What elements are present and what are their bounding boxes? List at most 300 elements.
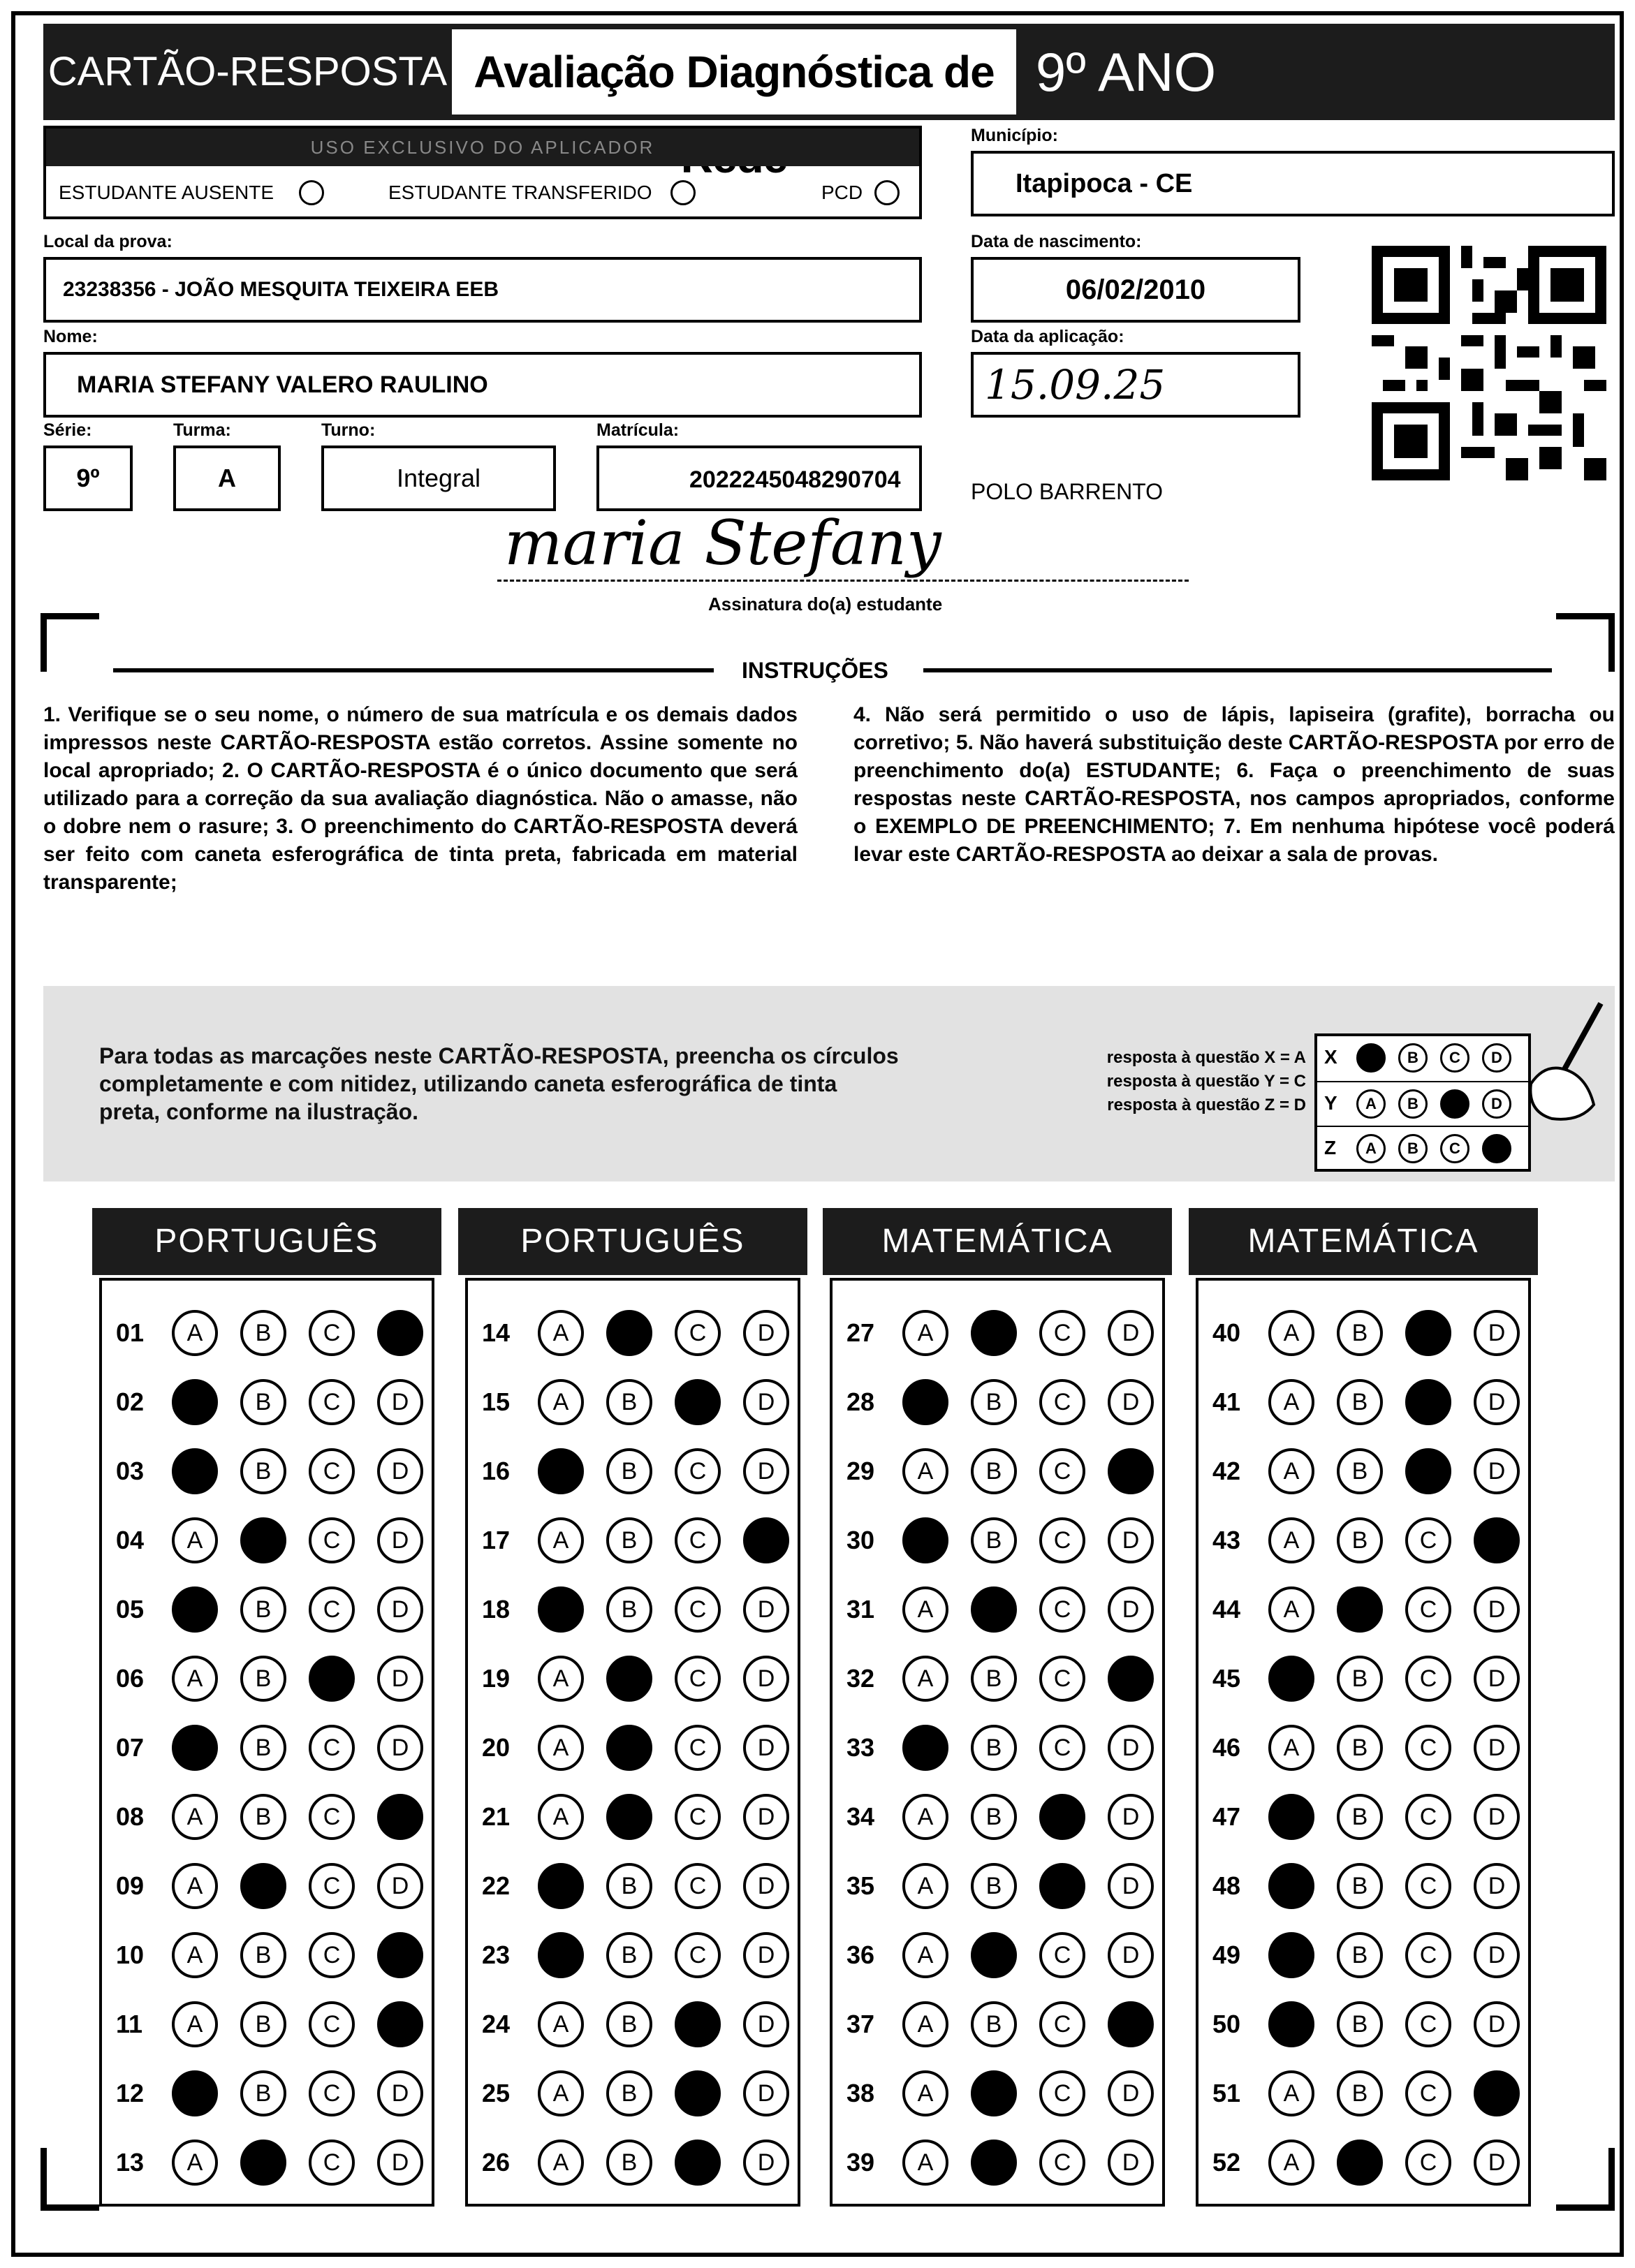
answer-bubble-d[interactable]: D (743, 1379, 789, 1425)
answer-bubble-a[interactable]: A (172, 1656, 218, 1702)
answer-bubble-a[interactable]: A (172, 1863, 218, 1909)
answer-bubble-b[interactable]: B (971, 2070, 1017, 2116)
answer-bubble-c[interactable]: C (1039, 1379, 1085, 1425)
question-row (102, 1857, 432, 1913)
answer-bubble-b[interactable]: B (1337, 1932, 1383, 1978)
student-signature: maria Stefany (504, 507, 941, 579)
answer-bubble-a[interactable]: A (902, 2070, 948, 2116)
answer-bubble-a[interactable]: A (538, 1379, 584, 1425)
answer-bubble-d[interactable]: D (1474, 1448, 1520, 1494)
answer-bubble-c[interactable]: C (675, 1863, 721, 1909)
answer-bubble-d[interactable]: D (377, 1448, 423, 1494)
signature-label: Assinatura do(a) estudante (708, 594, 943, 614)
question-row (1198, 2134, 1528, 2190)
question-row (833, 1581, 1162, 1637)
answer-bubble-d[interactable]: D (743, 2070, 789, 2116)
answer-bubble-b[interactable]: B (1337, 2140, 1383, 2186)
answer-bubble-b[interactable]: B (606, 1932, 652, 1978)
example-legend-z: resposta à questão Z = D (1107, 1096, 1306, 1114)
question-row (468, 2134, 798, 2190)
answer-bubble-b[interactable]: B (240, 1863, 286, 1909)
answer-bubble-d[interactable]: D (1474, 1725, 1520, 1771)
answer-bubble-b[interactable]: B (971, 2001, 1017, 2047)
question-number: 42 (1212, 1457, 1241, 1485)
answer-bubble-b[interactable]: B (240, 1310, 286, 1356)
answer-bubble-d[interactable]: D (377, 1379, 423, 1425)
answer-bubble-a[interactable]: A (172, 1517, 218, 1563)
question-number: 17 (482, 1526, 511, 1554)
answer-bubble-a[interactable]: A (172, 1379, 218, 1425)
answer-bubble-d[interactable]: D (743, 1863, 789, 1909)
question-row (102, 1719, 432, 1775)
answer-bubble-a[interactable]: A (902, 2001, 948, 2047)
answer-bubble-b[interactable]: B (240, 1932, 286, 1978)
answer-bubble-a[interactable]: A (172, 1448, 218, 1494)
answer-bubble-b[interactable]: B (1337, 1379, 1383, 1425)
answer-bubble-b[interactable]: B (240, 2070, 286, 2116)
question-row (468, 1512, 798, 1568)
example-row-label: Z (1324, 1137, 1337, 1158)
example-bubble-d: D (1482, 1134, 1511, 1163)
question-row (833, 2065, 1162, 2121)
answer-bubble-d[interactable]: D (1108, 2001, 1154, 2047)
answer-bubble-c[interactable]: C (309, 2140, 355, 2186)
answer-bubble-c[interactable]: C (1405, 1379, 1451, 1425)
column-title-3: MATEMÁTICA (823, 1208, 1172, 1275)
answer-column-1 (99, 1278, 434, 2207)
answer-bubble-b[interactable]: B (971, 1863, 1017, 1909)
answer-bubble-a[interactable]: A (172, 1725, 218, 1771)
matricula-value: 2022245048290704 (689, 466, 901, 493)
answer-bubble-d[interactable]: D (377, 1656, 423, 1702)
answer-bubble-a[interactable]: A (172, 1794, 218, 1840)
question-row (1198, 1374, 1528, 1429)
birthdate-label: Data de nascimento: (971, 232, 1142, 251)
question-row (1198, 1788, 1528, 1844)
answer-column-4 (1196, 1278, 1531, 2207)
answer-bubble-c[interactable]: C (675, 1794, 721, 1840)
answer-bubble-d[interactable]: D (1108, 1932, 1154, 1978)
transferred-radio[interactable] (670, 180, 696, 205)
answer-bubble-a[interactable]: A (902, 1656, 948, 1702)
answer-bubble-a[interactable]: A (902, 1517, 948, 1563)
answer-bubble-c[interactable]: C (309, 1517, 355, 1563)
answer-bubble-d[interactable]: D (743, 1725, 789, 1771)
answer-bubble-b[interactable]: B (606, 1725, 652, 1771)
answer-bubble-d[interactable]: D (377, 1586, 423, 1633)
answer-bubble-a[interactable]: A (902, 1863, 948, 1909)
answer-bubble-a[interactable]: A (1268, 1794, 1314, 1840)
answer-bubble-a[interactable]: A (538, 2001, 584, 2047)
answer-bubble-c[interactable]: C (309, 1656, 355, 1702)
answer-bubble-b[interactable]: B (971, 1794, 1017, 1840)
example-row (1317, 1036, 1528, 1081)
answer-bubble-c[interactable]: C (1039, 1656, 1085, 1702)
answer-bubble-d[interactable]: D (743, 2140, 789, 2186)
answer-bubble-c[interactable]: C (309, 1794, 355, 1840)
answer-bubble-c[interactable]: C (1405, 2001, 1451, 2047)
column-title-4: MATEMÁTICA (1189, 1208, 1538, 1275)
answer-bubble-c[interactable]: C (1039, 1310, 1085, 1356)
answer-bubble-a[interactable]: A (538, 2140, 584, 2186)
answer-bubble-d[interactable]: D (1108, 1794, 1154, 1840)
answer-bubble-d[interactable]: D (743, 1932, 789, 1978)
applicator-title: USO EXCLUSIVO DO APLICADOR (46, 128, 919, 166)
answer-bubble-a[interactable]: A (538, 1586, 584, 1633)
answer-bubble-d[interactable]: D (1108, 1448, 1154, 1494)
answer-bubble-a[interactable]: A (538, 1863, 584, 1909)
answer-bubble-d[interactable]: D (1108, 1310, 1154, 1356)
answer-bubble-b[interactable]: B (1337, 1656, 1383, 1702)
answer-bubble-a[interactable]: A (538, 1794, 584, 1840)
question-number: 24 (482, 2010, 511, 2038)
answer-bubble-b[interactable]: B (240, 1448, 286, 1494)
answer-bubble-d[interactable]: D (377, 1725, 423, 1771)
answer-bubble-c[interactable]: C (1405, 1448, 1451, 1494)
answer-bubble-b[interactable]: B (606, 1863, 652, 1909)
answer-bubble-c[interactable]: C (309, 2001, 355, 2047)
question-row (102, 2134, 432, 2190)
answer-bubble-d[interactable]: D (743, 1656, 789, 1702)
question-row (468, 1788, 798, 1844)
answer-bubble-d[interactable]: D (1474, 2001, 1520, 2047)
answer-bubble-a[interactable]: A (538, 1448, 584, 1494)
answer-bubble-d[interactable]: D (743, 1448, 789, 1494)
answer-bubble-d[interactable]: D (1108, 1517, 1154, 1563)
answer-bubble-b[interactable]: B (1337, 1863, 1383, 1909)
answer-bubble-b[interactable]: B (1337, 1448, 1383, 1494)
answer-bubble-a[interactable]: A (172, 2070, 218, 2116)
answer-bubble-b[interactable]: B (971, 1656, 1017, 1702)
example-legend-y: resposta à questão Y = C (1106, 1072, 1306, 1091)
answer-bubble-d[interactable]: D (1108, 1379, 1154, 1425)
answer-bubble-b[interactable]: B (971, 1725, 1017, 1771)
answer-bubble-b[interactable]: B (971, 1932, 1017, 1978)
corner-mark-top-right (1556, 613, 1615, 672)
answer-bubble-a[interactable]: A (172, 1586, 218, 1633)
answer-bubble-c[interactable]: C (309, 2070, 355, 2116)
answer-bubble-c[interactable]: C (1039, 1517, 1085, 1563)
answer-bubble-b[interactable]: B (240, 2140, 286, 2186)
answer-bubble-c[interactable]: C (1039, 1586, 1085, 1633)
answer-bubble-d[interactable]: D (743, 1586, 789, 1633)
answer-bubble-c[interactable]: C (1405, 1310, 1451, 1356)
example-row (1317, 1126, 1528, 1170)
answer-bubble-a[interactable]: A (1268, 1448, 1314, 1494)
question-number: 30 (846, 1526, 875, 1554)
answer-bubble-d[interactable]: D (1108, 1656, 1154, 1702)
question-number: 09 (116, 1871, 145, 1900)
question-number: 27 (846, 1318, 875, 1347)
answer-bubble-b[interactable]: B (1337, 1794, 1383, 1840)
answer-bubble-c[interactable]: C (675, 2001, 721, 2047)
answer-bubble-c[interactable]: C (675, 1656, 721, 1702)
answer-bubble-a[interactable]: A (1268, 2140, 1314, 2186)
answer-bubble-c[interactable]: C (1405, 1863, 1451, 1909)
answer-bubble-b[interactable]: B (240, 1586, 286, 1633)
question-number: 20 (482, 1733, 511, 1762)
answer-bubble-b[interactable]: B (1337, 1517, 1383, 1563)
example-bubble-a: A (1356, 1043, 1386, 1073)
answer-bubble-d[interactable]: D (1108, 2070, 1154, 2116)
answer-bubble-b[interactable]: B (240, 1656, 286, 1702)
answer-bubble-b[interactable]: B (606, 2001, 652, 2047)
answer-bubble-d[interactable]: D (377, 2070, 423, 2116)
answer-bubble-c[interactable]: C (1405, 2070, 1451, 2116)
answer-bubble-a[interactable]: A (902, 1932, 948, 1978)
answer-bubble-d[interactable]: D (1474, 1656, 1520, 1702)
answer-bubble-a[interactable]: A (902, 1725, 948, 1771)
question-number: 07 (116, 1733, 145, 1762)
question-row (468, 1996, 798, 2052)
question-number: 34 (846, 1802, 875, 1831)
answer-bubble-d[interactable]: D (1108, 1725, 1154, 1771)
answer-bubble-d[interactable]: D (743, 2001, 789, 2047)
answer-bubble-c[interactable]: C (675, 1379, 721, 1425)
pcd-radio[interactable] (874, 180, 900, 205)
birthdate-field: 06/02/2010 (971, 257, 1300, 323)
answer-bubble-c[interactable]: C (1405, 1586, 1451, 1633)
answer-bubble-c[interactable]: C (1039, 1863, 1085, 1909)
question-number: 06 (116, 1664, 145, 1693)
question-row (1198, 1719, 1528, 1775)
answer-bubble-c[interactable]: C (309, 1863, 355, 1909)
answer-bubble-d[interactable]: D (1474, 2140, 1520, 2186)
answer-bubble-a[interactable]: A (538, 1932, 584, 1978)
example-row-label: X (1324, 1046, 1337, 1068)
answer-bubble-c[interactable]: C (1405, 1794, 1451, 1840)
answer-bubble-d[interactable]: D (1108, 1863, 1154, 1909)
answer-bubble-c[interactable]: C (675, 1586, 721, 1633)
question-number: 43 (1212, 1526, 1241, 1554)
answer-bubble-b[interactable]: B (606, 1448, 652, 1494)
answer-bubble-d[interactable]: D (743, 1794, 789, 1840)
answer-bubble-a[interactable]: A (902, 1794, 948, 1840)
answer-bubble-c[interactable]: C (675, 2070, 721, 2116)
applicator-box (43, 126, 922, 219)
answer-bubble-a[interactable]: A (1268, 1310, 1314, 1356)
answer-bubble-a[interactable]: A (538, 1310, 584, 1356)
answer-bubble-b[interactable]: B (971, 1310, 1017, 1356)
question-row (468, 1304, 798, 1360)
answer-bubble-a[interactable]: A (1268, 1656, 1314, 1702)
question-row (833, 1719, 1162, 1775)
question-row (833, 1512, 1162, 1568)
answer-bubble-b[interactable]: B (971, 1448, 1017, 1494)
polo-text: POLO BARRENTO (971, 479, 1164, 504)
answer-bubble-c[interactable]: C (1405, 1932, 1451, 1978)
answer-bubble-b[interactable]: B (606, 1656, 652, 1702)
answer-bubble-a[interactable]: A (902, 1586, 948, 1633)
answer-bubble-a[interactable]: A (1268, 1586, 1314, 1633)
question-number: 05 (116, 1595, 145, 1623)
answer-bubble-a[interactable]: A (538, 1656, 584, 1702)
answer-bubble-d[interactable]: D (377, 1794, 423, 1840)
answer-bubble-b[interactable]: B (971, 2140, 1017, 2186)
question-number: 12 (116, 2079, 145, 2107)
turno-label: Turno: (321, 420, 376, 440)
turma-field: A (173, 446, 281, 511)
answer-bubble-d[interactable]: D (1474, 1586, 1520, 1633)
answer-bubble-d[interactable]: D (1474, 1379, 1520, 1425)
answer-bubble-d[interactable]: D (743, 1517, 789, 1563)
answer-bubble-b[interactable]: B (606, 2140, 652, 2186)
answer-bubble-a[interactable]: A (1268, 1932, 1314, 1978)
answer-bubble-b[interactable]: B (240, 2001, 286, 2047)
question-row (833, 1304, 1162, 1360)
question-number: 51 (1212, 2079, 1241, 2107)
answer-bubble-d[interactable]: D (377, 1310, 423, 1356)
answer-bubble-b[interactable]: B (971, 1586, 1017, 1633)
answer-bubble-c[interactable]: C (309, 1310, 355, 1356)
answer-bubble-b[interactable]: B (606, 1310, 652, 1356)
instructions-right: 4. Não será permitido o uso de lápis, lapiseira (grafite), borracha ou corretivo; 5. Não haverá substituição deste CARTÃO-RESPOSTA por erro de preenchimento do(a) ESTUDANTE; 6. Faça o preenchimento de suas respostas neste CARTÃO-RESPOSTA, nos campos apropriados, conforme o EXEMPLO DE PREENCHIMENTO; 7. Em nenhuma hipótese você poderá levar este CARTÃO-RESPOSTA ao deixar a sala de provas. (853, 703, 1615, 866)
answer-bubble-c[interactable]: C (309, 1448, 355, 1494)
question-number: 39 (846, 2148, 875, 2177)
answer-bubble-c[interactable]: C (309, 1932, 355, 1978)
example-row (1317, 1081, 1528, 1126)
example-bubble-d: D (1482, 1089, 1511, 1119)
answer-bubble-d[interactable]: D (1108, 1586, 1154, 1633)
answer-bubble-d[interactable]: D (1474, 1517, 1520, 1563)
answer-bubble-b[interactable]: B (240, 1379, 286, 1425)
answer-bubble-b[interactable]: B (1337, 2001, 1383, 2047)
question-row (1198, 1443, 1528, 1498)
answer-bubble-a[interactable]: A (172, 2140, 218, 2186)
question-row (833, 1650, 1162, 1706)
answer-bubble-b[interactable]: B (606, 2070, 652, 2116)
question-row (468, 1857, 798, 1913)
answer-bubble-b[interactable]: B (1337, 1586, 1383, 1633)
question-row (102, 1650, 432, 1706)
question-number: 28 (846, 1387, 875, 1416)
answer-bubble-a[interactable]: A (538, 2070, 584, 2116)
question-number: 19 (482, 1664, 511, 1693)
answer-bubble-c[interactable]: C (675, 2140, 721, 2186)
pcd-label: PCD (821, 182, 863, 203)
serie-label: Série: (43, 420, 92, 440)
answer-bubble-a[interactable]: A (1268, 1517, 1314, 1563)
answer-bubble-d[interactable]: D (1474, 2070, 1520, 2116)
answer-bubble-c[interactable]: C (1039, 2140, 1085, 2186)
answer-bubble-d[interactable]: D (377, 2140, 423, 2186)
answer-bubble-d[interactable]: D (1474, 1932, 1520, 1978)
question-row (1198, 1304, 1528, 1360)
question-number: 40 (1212, 1318, 1241, 1347)
question-number: 04 (116, 1526, 145, 1554)
answer-bubble-a[interactable]: A (1268, 1863, 1314, 1909)
answer-bubble-c[interactable]: C (675, 1725, 721, 1771)
instructions-rule-left (113, 668, 714, 672)
answer-bubble-a[interactable]: A (902, 1310, 948, 1356)
answer-bubble-d[interactable]: D (377, 1932, 423, 1978)
answer-bubble-c[interactable]: C (675, 1310, 721, 1356)
answer-bubble-c[interactable]: C (675, 1448, 721, 1494)
answer-bubble-a[interactable]: A (1268, 1725, 1314, 1771)
answer-bubble-d[interactable]: D (1474, 1863, 1520, 1909)
absent-radio[interactable] (299, 180, 324, 205)
answer-bubble-c[interactable]: C (675, 1932, 721, 1978)
question-row (1198, 2065, 1528, 2121)
answer-bubble-c[interactable]: C (1039, 1794, 1085, 1840)
answer-bubble-a[interactable]: A (902, 1448, 948, 1494)
municipio-field: Itapipoca - CE (971, 151, 1615, 216)
answer-bubble-c[interactable]: C (675, 1517, 721, 1563)
answer-bubble-a[interactable]: A (1268, 2070, 1314, 2116)
question-number: 35 (846, 1871, 875, 1900)
answer-bubble-b[interactable]: B (1337, 1310, 1383, 1356)
question-number: 01 (116, 1318, 145, 1347)
qr-code-image (1372, 246, 1606, 480)
answer-bubble-b[interactable]: B (971, 1379, 1017, 1425)
answer-bubble-c[interactable]: C (1039, 1932, 1085, 1978)
answer-bubble-c[interactable]: C (1039, 1725, 1085, 1771)
question-number: 52 (1212, 2148, 1241, 2177)
answer-bubble-d[interactable]: D (377, 1863, 423, 1909)
answer-bubble-c[interactable]: C (1405, 1656, 1451, 1702)
corner-mark-top-left (41, 613, 99, 672)
answer-bubble-c[interactable]: C (1039, 2001, 1085, 2047)
answer-bubble-b[interactable]: B (971, 1517, 1017, 1563)
answer-bubble-c[interactable]: C (1405, 2140, 1451, 2186)
application-date-label: Data da aplicação: (971, 327, 1124, 346)
answer-bubble-c[interactable]: C (1039, 1448, 1085, 1494)
question-number: 50 (1212, 2010, 1241, 2038)
answer-bubble-b[interactable]: B (240, 1725, 286, 1771)
answer-bubble-d[interactable]: D (377, 2001, 423, 2047)
answer-bubble-d[interactable]: D (1474, 1310, 1520, 1356)
column-title-2: PORTUGUÊS (458, 1208, 807, 1275)
answer-bubble-a[interactable]: A (902, 1379, 948, 1425)
answer-bubble-a[interactable]: A (1268, 2001, 1314, 2047)
answer-bubble-b[interactable]: B (1337, 2070, 1383, 2116)
answer-bubble-a[interactable]: A (902, 2140, 948, 2186)
answer-bubble-a[interactable]: A (172, 1932, 218, 1978)
answer-bubble-b[interactable]: B (240, 1794, 286, 1840)
question-row (468, 1374, 798, 1429)
answer-bubble-b[interactable]: B (606, 1586, 652, 1633)
instructions-left: 1. Verifique se o seu nome, o número de sua matrícula e os demais dados impressos neste CARTÃO-RESPOSTA estão corretos. Assine somente no local apropriado; 2. O CARTÃO-RESPOSTA é o único documento que será utilizado para a correção da sua avaliação diagnóstica. Não o amasse, não o dobre nem o rasure; 3. O preenchimento do CARTÃO-RESPOSTA deverá ser feito com caneta esferográfica de tinta preta, fabricada em material transparente; (43, 703, 798, 894)
answer-bubble-d[interactable]: D (1474, 1794, 1520, 1840)
answer-bubble-a[interactable]: A (172, 1310, 218, 1356)
answer-bubble-b[interactable]: B (606, 1794, 652, 1840)
answer-bubble-d[interactable]: D (377, 1517, 423, 1563)
answer-bubble-c[interactable]: C (1039, 2070, 1085, 2116)
answer-bubble-c[interactable]: C (309, 1379, 355, 1425)
answer-bubble-a[interactable]: A (538, 1517, 584, 1563)
answer-bubble-c[interactable]: C (1405, 1725, 1451, 1771)
example-box (43, 986, 1615, 1181)
answer-bubble-b[interactable]: B (1337, 1725, 1383, 1771)
question-number: 49 (1212, 1941, 1241, 1969)
answer-bubble-b[interactable]: B (606, 1379, 652, 1425)
answer-bubble-d[interactable]: D (1108, 2140, 1154, 2186)
question-number: 47 (1212, 1802, 1241, 1831)
question-row (833, 1374, 1162, 1429)
answer-bubble-c[interactable]: C (1405, 1517, 1451, 1563)
answer-column-2 (465, 1278, 800, 2207)
column-title-1: PORTUGUÊS (92, 1208, 441, 1275)
answer-bubble-a[interactable]: A (172, 2001, 218, 2047)
answer-bubble-b[interactable]: B (606, 1517, 652, 1563)
answer-bubble-c[interactable]: C (309, 1586, 355, 1633)
answer-bubble-d[interactable]: D (743, 1310, 789, 1356)
answer-bubble-b[interactable]: B (240, 1517, 286, 1563)
transferred-label: ESTUDANTE TRANSFERIDO (388, 182, 652, 203)
answer-bubble-a[interactable]: A (1268, 1379, 1314, 1425)
answer-bubble-a[interactable]: A (538, 1725, 584, 1771)
answer-bubble-c[interactable]: C (309, 1725, 355, 1771)
